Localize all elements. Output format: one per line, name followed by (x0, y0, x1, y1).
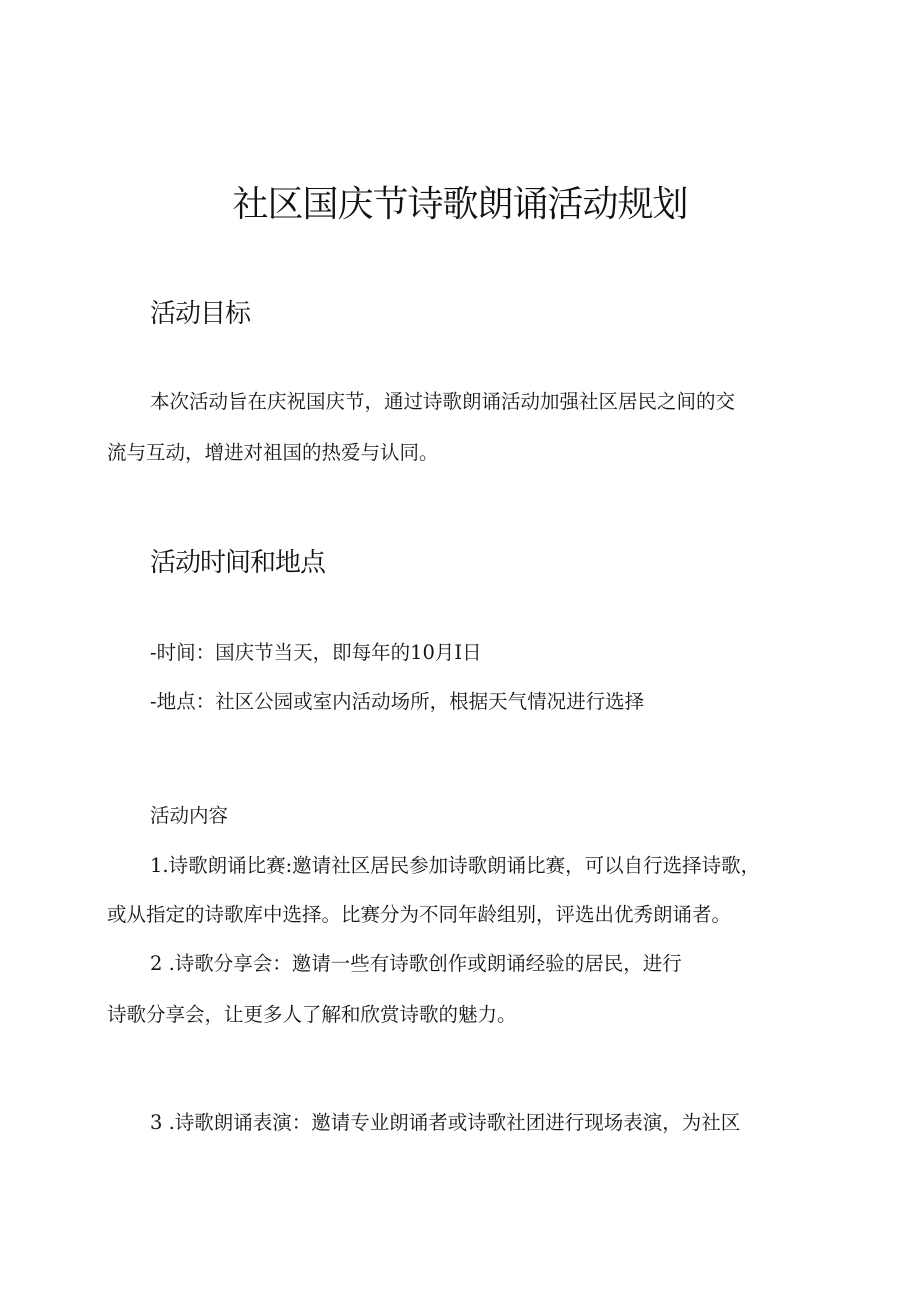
list-item-line: 2 .诗歌分享会：邀请一些有诗歌创作或朗诵经验的居民，进行 (150, 952, 682, 975)
list-item-line: 诗歌分享会，让更多人了解和欣赏诗歌的魅力。 (107, 1003, 517, 1026)
section-heading-content: 活动内容 (150, 804, 229, 827)
time-line: -时间：国庆节当天，即每年的10月I日 (150, 641, 482, 664)
section-heading-time-place: 活动时间和地点 (150, 548, 326, 578)
document-title: 社区国庆节诗歌朗诵活动规划 (232, 184, 688, 225)
section-heading-goal: 活动目标 (150, 299, 251, 329)
list-item-line: 3 .诗歌朗诵表演：邀请专业朗诵者或诗歌社团进行现场表演，为社区 (150, 1111, 741, 1134)
list-item-line: 或从指定的诗歌库中选择。比赛分为不同年龄组别，评选出优秀朗诵者。 (107, 903, 732, 926)
paragraph-line: 流与互动，增进对祖国的热爱与认同。 (107, 441, 439, 464)
paragraph-line: 本次活动旨在庆祝国庆节，通过诗歌朗诵活动加强社区居民之间的交 (150, 390, 736, 413)
place-line: -地点：社区公园或室内活动场所，根据天气情况进行选择 (150, 690, 645, 713)
list-item-line: 1.诗歌朗诵比赛:邀请社区居民参加诗歌朗诵比赛，可以自行选择诗歌， (150, 854, 761, 877)
